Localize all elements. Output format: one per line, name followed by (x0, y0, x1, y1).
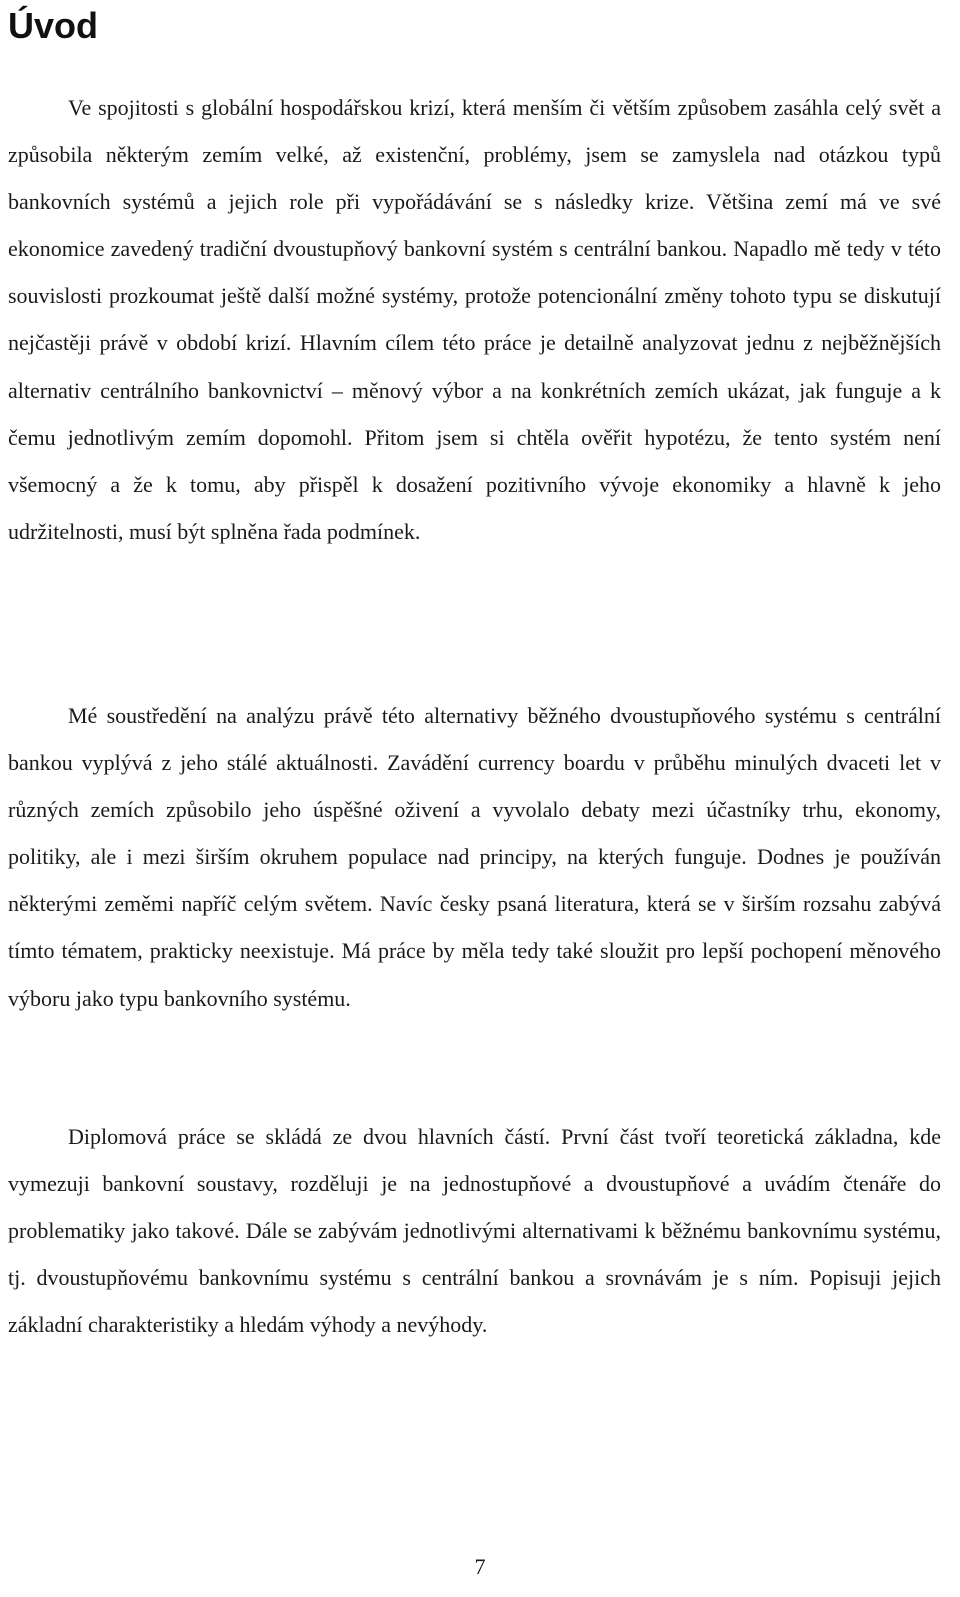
paragraph-intro: Ve spojitosti s globální hospodářskou krizí, která menším či větším způsobem zasáhla celý svět a způsobila některým zemím velké, až existenční, problémy, jsem se zamyslela nad otázkou typů bankovních systémů a jejich role při vypořádávání se s následky krize. Většina zemí má ve své ekonomice zavedený tradiční dvoustupňový bankovní systém s centrální bankou. Napadlo mě tedy v této souvislosti prozkoumat ještě další možné systémy, protože potencionální změny tohoto typu se diskutují nejčastěji právě v období krizí. Hlavním cílem této práce je detailně analyzovat jednu z nejběžnějších alternativ centrálního bankovnictví – měnový výbor a na konkrétních zemích ukázat, jak funguje a k čemu jednotlivým zemím dopomohl. Přitom jsem si chtěla ověřit hypotézu, že tento systém není všemocný a že k tomu, aby přispěl k dosažení pozitivního vývoje ekonomiky a hlavně k jeho udržitelnosti, musí být splněna řada podmínek. (8, 95, 941, 544)
paragraph-motivation: Mé soustředění na analýzu právě této alternativy běžného dvoustupňového systému s centrální bankou vyplývá z jeho stálé aktuálnosti. Zavádění currency boardu v průběhu minulých dvaceti let v různých zemích způsobilo jeho úspěšné oživení a vyvolalo debaty mezi účastníky trhu, ekonomy, politiky, ale i mezi širším okruhem populace nad principy, na kterých funguje. Dodnes je používán některými zeměmi napříč celým světem. Navíc česky psaná literatura, která se v širším rozsahu zabývá tímto tématem, prakticky neexistuje. Má práce by měla tedy také sloužit pro lepší pochopení měnového výboru jako typu bankovního systému. (8, 703, 941, 1011)
page-number: 7 (474, 1554, 486, 1579)
page-heading: Úvod (8, 5, 98, 46)
paragraph-structure: Diplomová práce se skládá ze dvou hlavních částí. První část tvoří teoretická základna, kde vymezuji bankovní soustavy, rozděluji je na jednostupňové a dvoustupňové a uvádím čtenáře do problematiky jako takové. Dále se zabývám jednotlivými alternativami k běžnému bankovnímu systému, tj. dvoustupňovému bankovnímu systému s centrální bankou a srovnávám je s ním. Popisuji jejich základní charakteristiky a hledám výhody a nevýhody. (8, 1124, 941, 1338)
